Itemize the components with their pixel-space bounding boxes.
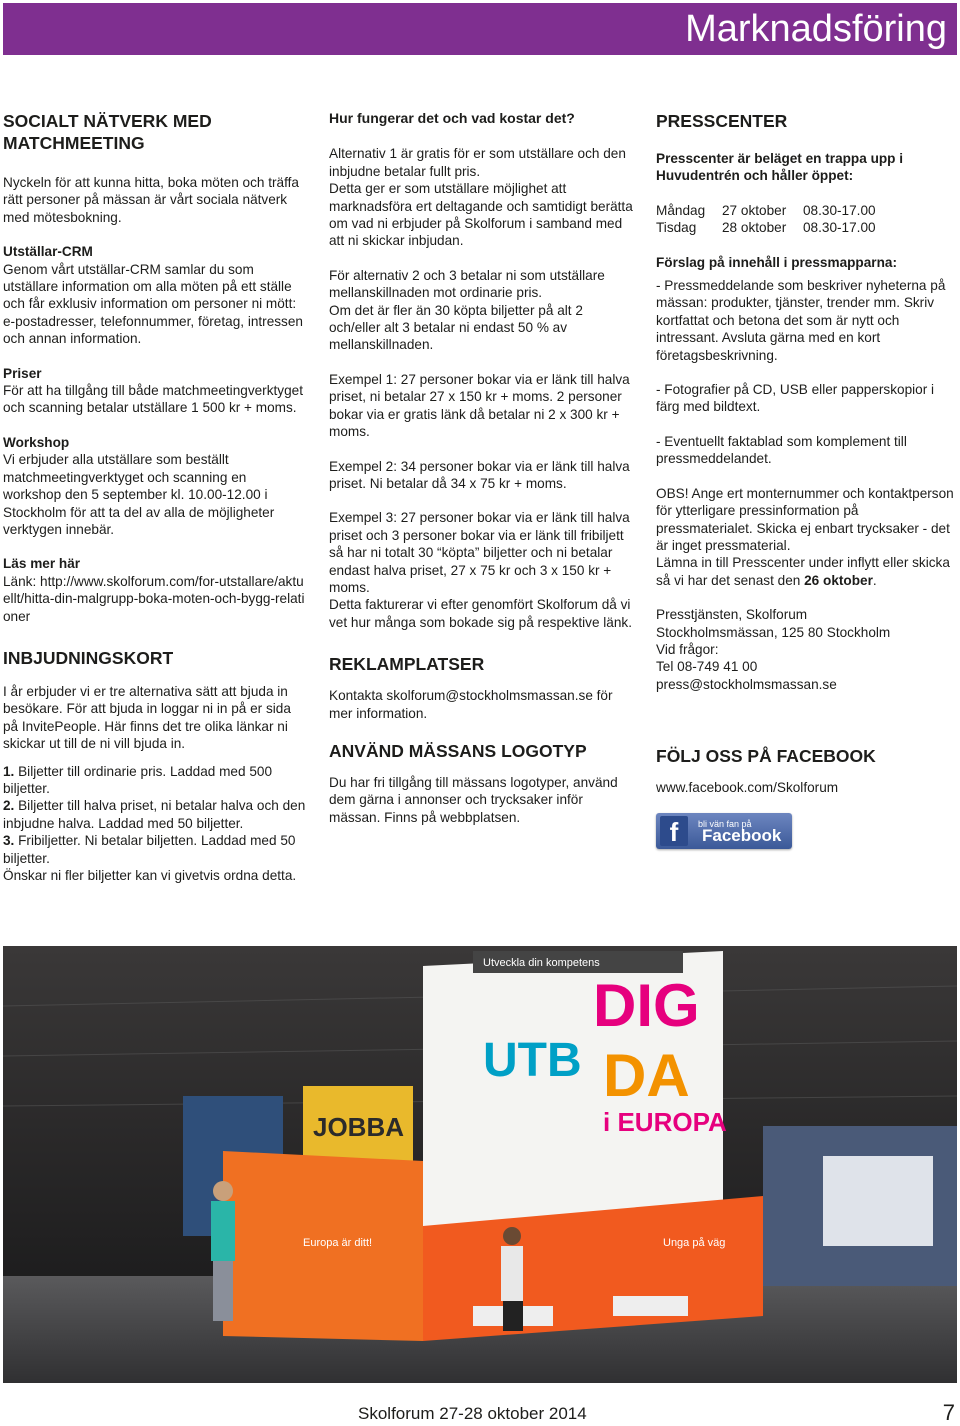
hur-fungerar-title: Hur fungerar det och vad kostar det? bbox=[329, 110, 575, 126]
da-text: DA bbox=[603, 1042, 690, 1109]
alternativ-1 bbox=[3, 763, 308, 798]
p4: Om det är fler än 30 köpta biljetter på alt 2 och/eller alt 3 betalar ni endast 50 % av mellanskillnaden. bbox=[329, 302, 583, 353]
alt-3-text: Fribiljetter. Ni betalar biljetten. Laddad med 50 biljetter. bbox=[3, 833, 296, 866]
forslag-1: - Pressmeddelande som beskriver nyheterna på mässan: produkter, tjänster, trender mm. Skriv kortfattat och betona det som är nytt och intressant. Avsluta gärna med en kort företagsbeskrivning. bbox=[656, 278, 946, 363]
exhibition-photo bbox=[3, 946, 957, 1383]
alt-2-text: Biljetter till halva priset, ni betalar halva och den inbjudne halva. Laddad med 50 biljetter. bbox=[3, 798, 306, 831]
date: 28 oktober bbox=[722, 220, 787, 236]
heading-presscenter: PRESSCENTER bbox=[656, 111, 788, 131]
heading-inbjudningskort: INBJUDNINGSKORT bbox=[3, 647, 174, 668]
header-bar bbox=[3, 3, 957, 55]
alt-3-number: 3. bbox=[3, 833, 15, 849]
las-mer-link[interactable]: Länk: http://www.skolforum.com/for-utstallare/aktuellt/hitta-din-malgrupp-boka-moten-och-bygg-relationer bbox=[3, 573, 305, 624]
time: 08.30-17.00 bbox=[803, 220, 876, 236]
inbjudan-text: I år erbjuder vi er tre alternativa sätt att bjuda in besökare. För att bjuda in loggar ni in på er sida på InvitePeople. Här finns det tre olika länkar ni skickar ut till de ni vill bjuda in. bbox=[3, 683, 291, 752]
exempel-1: Exempel 1: 27 personer bokar via er länk till halva priset, ni betalar 27 x 150 kr + moms. 2 personer bokar via er gratis länk då betalar ni 2 x 300 kr + moms. bbox=[329, 371, 630, 440]
intro-text: Nyckeln för att kunna hitta, boka möten och träffa rätt personer på mässan är vårt sociala nätverk med mötesbokning. bbox=[3, 175, 299, 225]
las-mer-title: Läs mer här bbox=[3, 556, 81, 572]
priser-text: För att ha tillgång till både matchmeetingverktyget och scanning betalar utställare 1 500 kr + moms. bbox=[3, 383, 303, 416]
opening-row-monday bbox=[656, 202, 958, 219]
contact-phone: Tel 08-749 41 00 bbox=[656, 659, 758, 675]
facebook-like-badge[interactable] bbox=[656, 813, 792, 849]
heading-logotyp: ANVÄND MÄSSANS LOGOTYP bbox=[329, 740, 587, 761]
workshop-title: Workshop bbox=[3, 434, 70, 450]
lamna-date: 26 oktober bbox=[804, 572, 873, 588]
contact-2: Stockholmsmässan, 125 80 Stockholm bbox=[656, 624, 891, 640]
europa-ditt-text: Europa är ditt! bbox=[303, 1237, 373, 1249]
exempel-2: Exempel 2: 34 personer bokar via er länk till halva priset. Ni betalar då 34 x 75 kr + moms. bbox=[329, 458, 630, 491]
alt-2-number: 2. bbox=[3, 798, 15, 814]
day: Måndag bbox=[656, 202, 706, 218]
forslag-2: - Fotografier på CD, USB eller papperskopior i färg med bildtext. bbox=[656, 382, 935, 415]
alternativ-3 bbox=[3, 832, 308, 867]
forslag-title: Förslag på innehåll i pressmapparna: bbox=[656, 254, 897, 270]
obs-text: OBS! Ange ert monternummer och kontaktperson för ytterligare pressinformation på pressmaterialet. Skicka ej enbart trycksaker - det är inget pressmaterial. bbox=[656, 485, 954, 553]
exempel-3b: Detta fakturerar vi efter genomfört Skolforum då vi vet hur många som bokade sig på respektive länk. bbox=[329, 597, 633, 630]
forslag-3: - Eventuellt faktablad som komplement till pressmeddelandet. bbox=[656, 433, 907, 467]
opening-row-tuesday bbox=[656, 219, 958, 236]
utb-text: UTB bbox=[483, 1034, 582, 1087]
p2: Detta ger er som utställare möjlighet att marknadsföra ert deltagande och samtidigt berätta om vad ni erbjuder på Skolforum i samband med att ni skickar inbjudan. bbox=[329, 181, 633, 249]
reklam-text: Kontakta skolforum@stockholmsmassan.se för mer information. bbox=[329, 688, 613, 721]
alt-1-text: Biljetter till ordinarie pris. Laddad med 500 biljetter. bbox=[3, 763, 273, 796]
alternativ-2 bbox=[3, 797, 308, 832]
page-number: 7 bbox=[942, 1400, 955, 1425]
banner-text: Utveckla din kompetens bbox=[483, 957, 600, 969]
alt-1-number: 1. bbox=[3, 763, 15, 779]
time: 08.30-17.00 bbox=[803, 202, 876, 218]
contact-3: Vid frågor: bbox=[656, 641, 719, 657]
exempel-3: Exempel 3: 27 personer bokar via er länk till halva priset och 3 personer bokar via er länk till fribiljett så har ni totalt 30 “köpta” biljetter och ni betalar endast halva priset, 27 x 75 kr och 3 x 150 kr + moms. bbox=[329, 510, 630, 595]
date: 27 oktober bbox=[722, 202, 787, 218]
priser-title: Priser bbox=[3, 365, 42, 381]
crm-title: Utställar-CRM bbox=[3, 244, 93, 260]
heading-reklamplatser: REKLAMPLATSER bbox=[329, 654, 485, 675]
i-europa-text: i EUROPA bbox=[603, 1107, 727, 1137]
press-intro: Presscenter är beläget en trappa upp i Huvudentrén och håller öppet: bbox=[656, 151, 904, 184]
unga-text: Unga på väg bbox=[663, 1237, 726, 1249]
facebook-url[interactable]: www.facebook.com/Skolforum bbox=[656, 780, 839, 796]
column-left bbox=[3, 110, 308, 884]
column-right bbox=[656, 110, 958, 849]
workshop-text: Vi erbjuder alla utställare som beställt matchmeetingverktyget och scanning en workshop den 5 september kl. 10.00-12.00 i Stockholm för att ta del av alla de möjligheter verktygen innebär. bbox=[3, 452, 275, 537]
contact-email[interactable]: press@stockholmsmassan.se bbox=[656, 676, 837, 692]
dig-text: DIG bbox=[593, 972, 700, 1039]
fb-badge-big: Facebook bbox=[702, 825, 782, 845]
facebook-icon: f bbox=[660, 816, 688, 846]
lamna-main: Lämna in till Presscenter under inflytt eller skicka så vi har det senast den bbox=[656, 555, 950, 588]
heading-socialt-natverk: SOCIALT NÄTVERK MED MATCHMEETING bbox=[3, 111, 212, 153]
fb-badge-small: bli vän fan på bbox=[698, 818, 752, 829]
column-middle bbox=[329, 110, 634, 826]
p3: För alternativ 2 och 3 betalar ni som utställare mellanskillnaden mot ordinarie pris. bbox=[329, 267, 605, 301]
page-title: Marknadsföring bbox=[685, 8, 947, 50]
lamna-text bbox=[656, 554, 958, 589]
contact-1: Presstjänsten, Skolforum bbox=[656, 607, 808, 623]
footer-text: Skolforum 27-28 oktober 2014 bbox=[358, 1404, 587, 1423]
crm-text: Genom vårt utställar-CRM samlar du som utställare information om alla möten på ett ställe och får exklusiv information om personer ni mött: e-postadresser, telefonnummer, företag, intressen och annan information. bbox=[3, 261, 303, 347]
lamna-end: . bbox=[872, 572, 877, 588]
day: Tisdag bbox=[656, 220, 697, 236]
jobba-text: JOBBA bbox=[313, 1112, 405, 1142]
onskar-text: Önskar ni fler biljetter kan vi givetvis ordna detta. bbox=[3, 868, 297, 883]
p1: Alternativ 1 är gratis för er som utställare och den inbjudne betalar fullt pris. bbox=[329, 146, 626, 179]
logo-text: Du har fri tillgång till mässans logotyper, använd dem gärna i annonser och trycksaker inför mässan. Finns på webbplatsen. bbox=[329, 774, 618, 825]
photo-illustration bbox=[3, 946, 957, 1383]
heading-facebook: FÖLJ OSS PÅ FACEBOOK bbox=[656, 746, 876, 767]
